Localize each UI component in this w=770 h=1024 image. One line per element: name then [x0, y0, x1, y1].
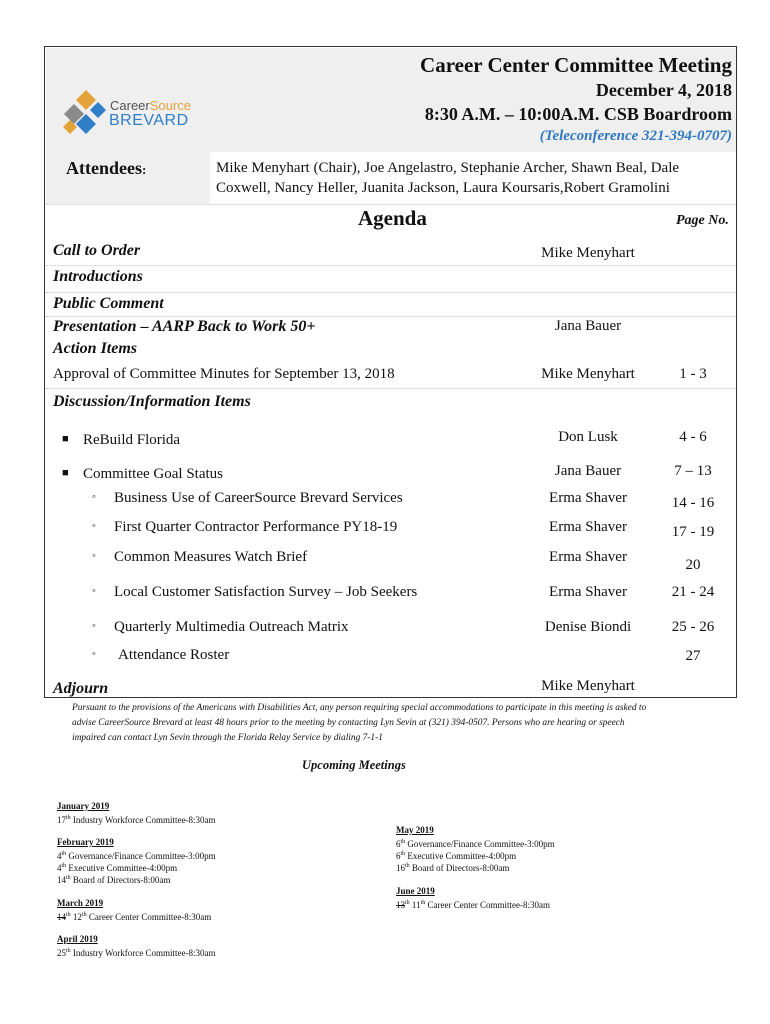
- day: 11: [409, 900, 421, 910]
- presentation-item: Presentation – AARP Back to Work 50+: [53, 318, 316, 335]
- ordinal: th: [61, 863, 67, 869]
- month-january: January 2019: [57, 801, 110, 811]
- approval-pages: 1 - 3: [679, 366, 707, 382]
- sub-item-presenter: Erma Shaver: [549, 519, 627, 535]
- sub-item-pages: 17 - 19: [671, 524, 715, 540]
- meeting-text: Executive Committee-4:00pm: [405, 851, 517, 861]
- meeting-text: Executive Committee-4:00pm: [66, 863, 178, 873]
- ordinal: th: [66, 948, 71, 954]
- struck-day: 14: [57, 912, 66, 922]
- day: 16: [396, 863, 405, 873]
- month-may: May 2019: [396, 825, 434, 835]
- attendees-names-line1: Mike Menyhart (Chair), Joe Angelastro, Stephanie Archer, Shawn Beal, Dale: [216, 160, 680, 176]
- meeting-text: Career Center Committee-8:30am: [425, 900, 550, 910]
- sub-item-pages: 14 - 16: [671, 495, 715, 511]
- page-no-header: Page No.: [676, 213, 729, 228]
- upcoming-meetings-heading: Upcoming Meetings: [302, 758, 406, 772]
- day: 4: [57, 863, 62, 873]
- attendees-names-line2: Coxwell, Nancy Heller, Juanita Jackson, Laura Koursaris,Robert Gramolini: [216, 180, 670, 196]
- meeting-text: Industry Workforce Committee-8:30am: [70, 815, 216, 825]
- circle-bullet-icon: ◦: [92, 648, 96, 660]
- rebuild-presenter: Don Lusk: [558, 429, 618, 445]
- meeting-text: Board of Directors-8:00am: [409, 863, 510, 873]
- meeting-entry: [57, 872, 170, 887]
- day: 6: [396, 851, 401, 861]
- sub-item-pages: 25 - 26: [671, 619, 715, 635]
- sub-item-label: First Quarter Contractor Performance PY18-19: [114, 519, 398, 535]
- day: 17: [57, 815, 66, 825]
- public-comment: Public Comment: [53, 295, 164, 312]
- goal-status-pages: 7 – 13: [674, 463, 712, 479]
- meeting-date: December 4, 2018: [595, 80, 732, 100]
- logo-brevard: BREVARD: [109, 112, 189, 129]
- approval-presenter: Mike Menyhart: [541, 366, 635, 382]
- ada-notice-line1: Pursuant to the provisions of the Americans with Disabilities Act, any person requiring special accommodations to participate in this meeting is asked to: [72, 703, 647, 713]
- sub-item-label: Business Use of CareerSource Brevard Services: [114, 490, 403, 506]
- attendees-label-text: Attendees: [66, 158, 142, 178]
- teleconference-number: (Teleconference 321-394-0707): [539, 128, 732, 144]
- sub-item-pages: 21 - 24: [671, 584, 715, 600]
- ordinal: th: [81, 912, 87, 918]
- meeting-entry: [57, 812, 216, 827]
- divider: [46, 204, 736, 205]
- day: 4: [57, 851, 62, 861]
- logo-text-line1: [110, 98, 191, 113]
- sub-item-label: Quarterly Multimedia Outreach Matrix: [114, 619, 349, 635]
- square-bullet-icon: ■: [62, 433, 69, 445]
- adjourn: Adjourn: [53, 680, 109, 697]
- divider: [46, 316, 736, 317]
- ordinal: th: [400, 851, 406, 857]
- circle-bullet-icon: ◦: [92, 620, 96, 632]
- sub-item-presenter: Erma Shaver: [549, 584, 627, 600]
- ordinal: th: [66, 815, 71, 821]
- day: 6: [396, 839, 401, 849]
- sub-item-presenter: Erma Shaver: [549, 549, 627, 565]
- careersource-logo: [58, 88, 191, 140]
- adjourn-presenter: Mike Menyhart: [541, 678, 635, 694]
- day: 12: [70, 912, 82, 922]
- ordinal: th: [61, 851, 67, 857]
- divider: [46, 388, 736, 389]
- day: 14: [57, 875, 66, 885]
- sub-item-pages: 20: [685, 557, 701, 573]
- circle-bullet-icon: ◦: [92, 585, 96, 597]
- presentation-presenter: Jana Bauer: [554, 318, 622, 334]
- call-to-order-presenter: Mike Menyhart: [541, 245, 635, 261]
- meeting-entry: [57, 945, 216, 960]
- sub-item-presenter: Denise Biondi: [544, 619, 632, 635]
- month-june: June 2019: [396, 886, 435, 896]
- ordinal: th: [66, 912, 71, 918]
- call-to-order: Call to Order: [53, 242, 141, 259]
- logo-source: Source: [149, 98, 191, 113]
- meeting-entry: [396, 860, 509, 875]
- ordinal: th: [66, 875, 71, 881]
- meeting-text: Governance/Finance Committee-3:00pm: [405, 839, 555, 849]
- agenda-heading: Agenda: [358, 206, 427, 230]
- circle-bullet-icon: ◦: [92, 520, 96, 532]
- month-april: April 2019: [57, 934, 98, 944]
- divider: [46, 292, 736, 293]
- goal-status-presenter: Jana Bauer: [554, 463, 622, 479]
- approval-item: Approval of Committee Minutes for September 13, 2018: [53, 366, 395, 382]
- sub-item-label: Attendance Roster: [118, 647, 230, 663]
- divider: [46, 265, 736, 266]
- ada-notice-line3: impaired can contact Lyn Sevin through the Florida Relay Service by dialing 7-1-1: [72, 733, 383, 743]
- discussion-items: Discussion/Information Items: [53, 393, 251, 410]
- meeting-entry: [396, 897, 550, 912]
- sub-item-pages: 27: [685, 648, 701, 664]
- meeting-entry: [57, 909, 211, 924]
- meeting-text: Governance/Finance Committee-3:00pm: [66, 851, 216, 861]
- introductions: Introductions: [53, 268, 143, 285]
- meeting-time-place: 8:30 A.M. – 10:00A.M. CSB Boardroom: [424, 104, 732, 124]
- goal-status-item: Committee Goal Status: [83, 466, 223, 482]
- meeting-text: Career Center Committee-8:30am: [86, 912, 212, 922]
- meeting-title: Career Center Committee Meeting: [420, 53, 732, 77]
- ordinal: th: [420, 900, 426, 906]
- logo-career: Career: [110, 98, 150, 113]
- rebuild-item: ReBuild Florida: [83, 432, 181, 448]
- ordinal: th: [405, 900, 410, 906]
- meeting-text: Industry Workforce Committee-8:30am: [70, 948, 216, 958]
- logo-diamonds-icon: [58, 88, 110, 140]
- month-march: March 2019: [57, 898, 104, 908]
- ordinal: th: [405, 863, 410, 869]
- action-items: Action Items: [53, 340, 138, 357]
- attendees-label: [66, 158, 146, 179]
- rebuild-pages: 4 - 6: [679, 429, 707, 445]
- sub-item-label: Local Customer Satisfaction Survey – Job Seekers: [114, 584, 418, 600]
- circle-bullet-icon: ◦: [92, 491, 96, 503]
- struck-day: 13: [396, 900, 405, 910]
- meeting-text: Board of Directors-8:00am: [70, 875, 171, 885]
- sub-item-presenter: Erma Shaver: [549, 490, 627, 506]
- ordinal: th: [400, 839, 406, 845]
- square-bullet-icon: ■: [62, 467, 69, 479]
- attendees-colon: :: [141, 162, 147, 177]
- month-february: February 2019: [57, 837, 114, 847]
- sub-item-label: Common Measures Watch Brief: [114, 549, 308, 565]
- ada-notice-line2: advise CareerSource Brevard at least 48 hours prior to the meeting by contacting Lyn Sevin at (321) 394-0507. Persons who are hearing or speech: [72, 718, 625, 728]
- day: 25: [57, 948, 66, 958]
- circle-bullet-icon: ◦: [92, 550, 96, 562]
